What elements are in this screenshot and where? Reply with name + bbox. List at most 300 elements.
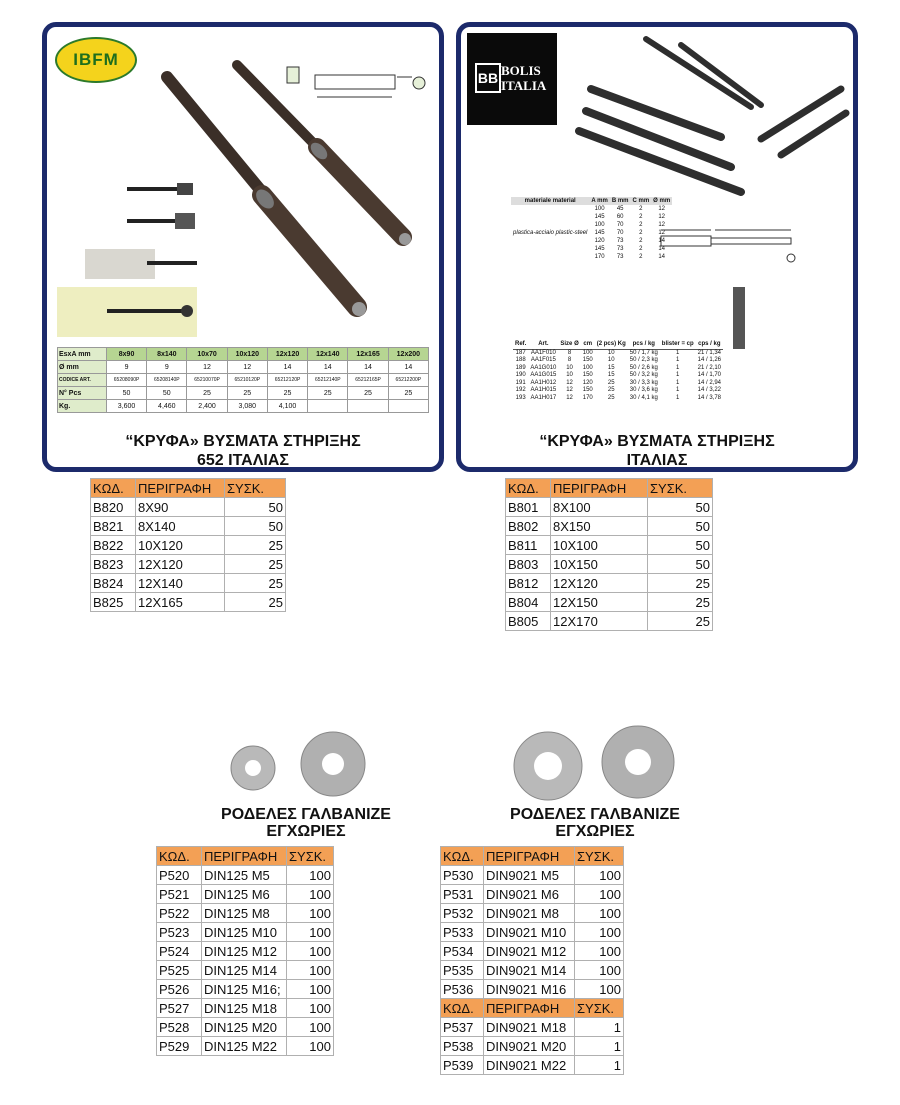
spec-cell: 50 xyxy=(147,387,187,400)
table-header-cell: ΣΥΣΚ. xyxy=(575,847,624,866)
ibfm-spec-table xyxy=(57,347,429,413)
table-cell: 25 xyxy=(225,574,286,593)
spec-cell: 65212120P xyxy=(267,374,307,387)
spec-cell: 25 xyxy=(348,387,388,400)
spec-cell: 8x90 xyxy=(106,348,146,361)
ref-cell: 190 xyxy=(515,372,526,378)
spec-cell: 100 xyxy=(594,222,605,228)
table-row xyxy=(506,536,713,555)
table-cell: DIN125 M16; xyxy=(202,980,287,999)
spec-row xyxy=(58,374,429,387)
table-header-row xyxy=(91,479,286,498)
spec-cell: 14 xyxy=(308,361,348,374)
panel-title-right xyxy=(461,432,853,470)
table-header-cell: ΚΩΔ. xyxy=(506,479,551,498)
spec-row xyxy=(58,361,429,374)
spec-cell: 65208090P xyxy=(106,374,146,387)
spec-cell: 2 xyxy=(639,230,643,236)
title-line: 652 ΙΤΑΛΙΑΣ xyxy=(197,452,289,469)
ref-cell: 12 xyxy=(566,394,573,401)
ref-cell: Ø xyxy=(574,341,579,347)
spec-cell: 60 xyxy=(616,214,624,220)
spec-cell: 73 xyxy=(616,254,624,260)
ref-cell: cm xyxy=(581,341,595,349)
bolis-material-table xyxy=(511,197,672,261)
ref-cell: 1 xyxy=(676,379,680,386)
spec-cell: 12x165 xyxy=(348,348,388,361)
ref-cell: 14 / 3,22 xyxy=(697,387,722,393)
table-cell: B803 xyxy=(506,555,551,574)
spec-cell: 65210120P xyxy=(227,374,267,387)
spec-cell: 14 xyxy=(388,361,428,374)
table-cell: B821 xyxy=(91,517,136,536)
spec-cell xyxy=(308,400,348,413)
spec-cell: 65208140P xyxy=(147,374,187,387)
table-cell: 100 xyxy=(287,885,334,904)
table-cell: P536 xyxy=(441,980,484,999)
spec-row xyxy=(511,221,672,229)
spec-cell: 12 xyxy=(658,206,666,212)
spec-row xyxy=(511,213,672,221)
spec-cell: 145 xyxy=(594,230,605,236)
ref-cell: 193 xyxy=(515,394,526,401)
table-cell: 100 xyxy=(575,866,624,885)
ref-cell: 30 / 3,6 kg xyxy=(629,387,658,393)
table-cell: B805 xyxy=(506,612,551,631)
ref-row xyxy=(513,387,723,395)
spec-cell: 12 xyxy=(227,361,267,374)
spec-header-row xyxy=(58,348,429,361)
spec-cell: 3,600 xyxy=(106,400,146,413)
spec-cell: 25 xyxy=(308,387,348,400)
anchor-product-image xyxy=(47,27,439,347)
ref-cell: 1 xyxy=(676,394,680,401)
ref-cell: Ref. xyxy=(515,341,527,347)
spec-cell: 120 xyxy=(594,238,605,244)
ref-row xyxy=(513,349,723,357)
table-cell: P525 xyxy=(157,961,202,980)
spec-cell xyxy=(388,400,428,413)
spec-cell xyxy=(511,221,589,229)
table-cell: DIN125 M8 xyxy=(202,904,287,923)
ref-cell: 1 xyxy=(676,349,680,356)
table-cell: B820 xyxy=(91,498,136,517)
ref-row xyxy=(513,365,723,373)
table-cell: P537 xyxy=(441,1018,484,1037)
table-header-cell: ΠΕΡΙΓΡΑΦΗ xyxy=(551,479,648,498)
table-header-row xyxy=(157,847,334,866)
spec-cell: 2 xyxy=(639,246,643,252)
table-cell: 25 xyxy=(648,612,713,631)
table-cell: P527 xyxy=(157,999,202,1018)
table-row xyxy=(441,1056,624,1075)
table-cell: 100 xyxy=(575,904,624,923)
spec-cell xyxy=(511,253,589,261)
table-header-cell: ΚΩΔ. xyxy=(441,999,484,1018)
spec-row xyxy=(58,400,429,413)
table-row xyxy=(157,980,334,999)
spec-cell: 14 xyxy=(658,246,666,252)
spec-cell: 2 xyxy=(639,238,643,244)
table-header-cell: ΣΥΣΚ. xyxy=(225,479,286,498)
ref-cell: 1 xyxy=(676,387,680,393)
ref-cell: 12 xyxy=(566,379,573,386)
spec-cell: 65210070P xyxy=(187,374,227,387)
table-row xyxy=(91,498,286,517)
table-row xyxy=(157,999,334,1018)
table-cell: P524 xyxy=(157,942,202,961)
table-header-cell: ΠΕΡΙΓΡΑΦΗ xyxy=(484,999,575,1018)
table-cell: B802 xyxy=(506,517,551,536)
ref-cell: AA1H017 xyxy=(530,394,557,401)
ref-cell: 150 xyxy=(582,387,593,393)
ref-cell: 21 / 1,34 xyxy=(697,349,722,356)
bolis-logo-mark: BB xyxy=(475,63,501,93)
table-row xyxy=(157,961,334,980)
spec-cell: 73 xyxy=(616,246,624,252)
table-header-cell: ΣΥΣΚ. xyxy=(648,479,713,498)
ref-cell: 15 xyxy=(607,364,615,371)
price-table-washers-din125 xyxy=(156,846,334,1056)
table-cell: 50 xyxy=(648,517,713,536)
spec-cell: 8x140 xyxy=(147,348,187,361)
table-cell: 12X140 xyxy=(136,574,225,593)
spec-cell: 25 xyxy=(388,387,428,400)
table-header-cell: ΠΕΡΙΓΡΑΦΗ xyxy=(484,847,575,866)
table-row xyxy=(157,1018,334,1037)
ref-cell: 1 xyxy=(676,364,680,371)
table-header-cell: ΣΥΣΚ. xyxy=(287,847,334,866)
ref-cell: 100 xyxy=(582,349,593,356)
spec-cell: 45 xyxy=(616,206,624,212)
spec-cell: 2 xyxy=(639,206,643,212)
blister-image xyxy=(729,287,749,349)
spec-cell: 25 xyxy=(267,387,307,400)
spec-row xyxy=(511,229,672,237)
ref-cell: pcs / kg xyxy=(628,341,660,349)
panel-title-left xyxy=(47,432,439,470)
table-cell: 100 xyxy=(287,1018,334,1037)
ref-row xyxy=(513,395,723,403)
title-line: ΙΤΑΛΙΑΣ xyxy=(626,452,688,469)
table-row xyxy=(157,885,334,904)
table-cell: P522 xyxy=(157,904,202,923)
spec-cell: 4,100 xyxy=(267,400,307,413)
table-cell: DIN125 M20 xyxy=(202,1018,287,1037)
table-cell: P520 xyxy=(157,866,202,885)
ref-cell: 21 / 2,10 xyxy=(697,364,722,371)
ref-cell: 50 / 2,3 kg xyxy=(629,357,658,363)
title-line: “ΚΡΥΦΑ» ΒΥΣΜΑΤΑ ΣΤΗΡΙΞΗΣ xyxy=(125,433,361,450)
table-cell: 50 xyxy=(225,498,286,517)
table-cell: P521 xyxy=(157,885,202,904)
title-line: ΡΟΔΕΛΕΣ ΓΑΛΒΑΝΙΖΕ xyxy=(510,806,680,823)
table-header-cell: ΚΩΔ. xyxy=(441,847,484,866)
ref-cell: AA1H012 xyxy=(530,379,557,386)
bolis-logo-text: ITALIA xyxy=(501,78,547,93)
table-row xyxy=(506,593,713,612)
table-row xyxy=(91,536,286,555)
table-cell: DIN125 M12 xyxy=(202,942,287,961)
table-header-cell: ΠΕΡΙΓΡΑΦΗ xyxy=(136,479,225,498)
ref-cell: 14 / 1,26 xyxy=(697,357,722,363)
table-cell: B823 xyxy=(91,555,136,574)
table-cell: P538 xyxy=(441,1037,484,1056)
ref-cell: 25 xyxy=(607,387,615,393)
table-cell: 10X150 xyxy=(551,555,648,574)
table-cell: DIN125 M10 xyxy=(202,923,287,942)
table-cell: P528 xyxy=(157,1018,202,1037)
ref-row xyxy=(513,380,723,388)
spec-cell: 14 xyxy=(267,361,307,374)
spec-cell xyxy=(511,237,589,245)
table-header-cell: ΚΩΔ. xyxy=(157,847,202,866)
spec-cell: CODICE ART. xyxy=(58,374,107,387)
table-row xyxy=(91,574,286,593)
table-cell: 8X100 xyxy=(551,498,648,517)
table-cell: P530 xyxy=(441,866,484,885)
ref-cell: 14 / 3,78 xyxy=(697,394,722,401)
ref-cell: 10 xyxy=(566,372,573,378)
table-cell: 50 xyxy=(648,536,713,555)
bolis-ref-table xyxy=(513,341,723,402)
spec-cell: Kg. xyxy=(58,400,107,413)
spec-cell: 14 xyxy=(658,254,666,260)
ibfm-product-panel xyxy=(42,22,444,472)
ref-cell: 10 xyxy=(607,349,615,356)
table-cell: DIN9021 M22 xyxy=(484,1056,575,1075)
anchor-rod-2 xyxy=(237,65,411,245)
table-cell: 100 xyxy=(287,980,334,999)
ref-cell: 30 / 4,1 kg xyxy=(629,394,658,401)
spec-cell: 14 xyxy=(348,361,388,374)
ref-cell: Art. xyxy=(528,341,558,349)
ref-cell: 50 / 1,7 kg xyxy=(629,349,658,356)
table-cell: DIN9021 M20 xyxy=(484,1037,575,1056)
table-cell: 12X170 xyxy=(551,612,648,631)
ref-cell: 14 / 1,70 xyxy=(697,372,722,378)
table-cell: 12X120 xyxy=(551,574,648,593)
ref-cell: 120 xyxy=(582,379,593,386)
table-cell: 100 xyxy=(287,866,334,885)
spec-cell: 4,460 xyxy=(147,400,187,413)
table-cell: 50 xyxy=(648,555,713,574)
ref-cell: 1 xyxy=(676,357,680,363)
table-cell: B811 xyxy=(506,536,551,555)
washer-image-right xyxy=(508,718,678,808)
table-header-row xyxy=(441,847,624,866)
table-row xyxy=(506,498,713,517)
spec-cell: 12 xyxy=(187,361,227,374)
price-table-washers-din9021 xyxy=(440,846,624,1075)
bolis-logo-text: BOLIS xyxy=(501,63,541,78)
spec-cell: 50 xyxy=(106,387,146,400)
table-cell: 50 xyxy=(648,498,713,517)
table-cell: 12X120 xyxy=(136,555,225,574)
ref-cell: 10 xyxy=(566,364,573,371)
table-cell: DIN125 M5 xyxy=(202,866,287,885)
table-row xyxy=(441,942,624,961)
ref-cell: 30 / 3,3 kg xyxy=(629,379,658,386)
ref-cell: blister = cp xyxy=(661,341,694,347)
bolis-product-panel xyxy=(456,22,858,472)
table-cell: 8X90 xyxy=(136,498,225,517)
table-cell: P535 xyxy=(441,961,484,980)
washers-title-left xyxy=(196,806,416,840)
spec-cell: 65212140P xyxy=(308,374,348,387)
table-header-row xyxy=(441,999,624,1018)
title-line: ΡΟΔΕΛΕΣ ΓΑΛΒΑΝΙΖΕ xyxy=(221,806,391,823)
table-cell: DIN9021 M18 xyxy=(484,1018,575,1037)
spec-cell: 65212165P xyxy=(348,374,388,387)
ref-cell: 150 xyxy=(582,372,593,378)
ref-cell: AA1G010 xyxy=(530,364,557,371)
spec-cell: 12x200 xyxy=(388,348,428,361)
table-row xyxy=(441,961,624,980)
spec-row xyxy=(511,205,672,213)
spec-cell: 9 xyxy=(147,361,187,374)
table-cell: 10X120 xyxy=(136,536,225,555)
spec-cell xyxy=(511,245,589,253)
table-cell: B824 xyxy=(91,574,136,593)
spec-cell: EsxA mm xyxy=(58,348,107,361)
table-cell: DIN125 M22 xyxy=(202,1037,287,1056)
spec-cell: 145 xyxy=(594,246,605,252)
price-table-bolis xyxy=(505,478,713,631)
spec-cell: Ø mm xyxy=(58,361,107,374)
spec-row xyxy=(511,237,672,245)
table-row xyxy=(441,1037,624,1056)
spec-cell: Ø mm xyxy=(653,198,671,204)
ref-cell: 10 xyxy=(607,357,615,363)
table-row xyxy=(441,866,624,885)
anchor-rod-1 xyxy=(167,77,366,316)
table-cell: B825 xyxy=(91,593,136,612)
table-cell: P532 xyxy=(441,904,484,923)
spec-cell: 145 xyxy=(594,214,605,220)
ref-cell: 15 xyxy=(607,372,615,378)
ref-cell: 25 xyxy=(607,394,615,401)
spec-cell: C mm xyxy=(632,198,650,204)
table-cell: DIN9021 M6 xyxy=(484,885,575,904)
ref-cell: 8 xyxy=(567,357,572,363)
table-row xyxy=(91,593,286,612)
spec-cell: 2 xyxy=(639,214,643,220)
spec-cell: A mm xyxy=(591,198,608,204)
table-cell: 25 xyxy=(648,574,713,593)
washers-title-right xyxy=(485,806,705,840)
table-cell: 100 xyxy=(575,885,624,904)
table-row xyxy=(441,980,624,999)
spec-cell: 2 xyxy=(639,254,643,260)
table-cell: P534 xyxy=(441,942,484,961)
spec-cell: 73 xyxy=(616,238,624,244)
ref-cell: 50 / 2,6 kg xyxy=(629,364,658,371)
spec-cell: 3,080 xyxy=(227,400,267,413)
table-cell: DIN9021 M5 xyxy=(484,866,575,885)
ibfm-logo: IBFM xyxy=(55,37,137,83)
table-row xyxy=(506,517,713,536)
ref-cell: 50 / 3,2 kg xyxy=(629,372,658,378)
spec-cell: 12 xyxy=(658,222,666,228)
spec-cell: 2,400 xyxy=(187,400,227,413)
spec-cell: 12x140 xyxy=(308,348,348,361)
table-cell: B801 xyxy=(506,498,551,517)
table-header-cell: ΣΥΣΚ. xyxy=(575,999,624,1018)
table-cell: P526 xyxy=(157,980,202,999)
spec-cell: 9 xyxy=(106,361,146,374)
table-cell: 8X150 xyxy=(551,517,648,536)
spec-cell: 100 xyxy=(594,206,605,212)
table-cell: 8X140 xyxy=(136,517,225,536)
spec-cell: 65212200P xyxy=(388,374,428,387)
spec-cell: 70 xyxy=(616,230,624,236)
ref-cell: 1 xyxy=(676,372,680,378)
table-cell: DIN125 M14 xyxy=(202,961,287,980)
spec-cell: 2 xyxy=(639,222,643,228)
ref-cell xyxy=(558,341,580,349)
spec-cell: materiale material xyxy=(511,197,589,205)
ref-cell: AA1F010 xyxy=(530,349,556,356)
spec-cell: 25 xyxy=(187,387,227,400)
table-cell: DIN125 M6 xyxy=(202,885,287,904)
spec-cell: 10x120 xyxy=(227,348,267,361)
table-cell: 25 xyxy=(225,593,286,612)
ref-cell: 12 xyxy=(566,387,573,393)
ref-row xyxy=(513,357,723,365)
table-cell: 100 xyxy=(287,1037,334,1056)
ref-cell: 150 xyxy=(582,357,593,363)
table-cell: 100 xyxy=(287,904,334,923)
spec-cell: N° Pcs xyxy=(58,387,107,400)
table-cell: P523 xyxy=(157,923,202,942)
spec-cell: 12 xyxy=(658,230,666,236)
table-cell: B822 xyxy=(91,536,136,555)
title-line: “ΚΡΥΦΑ» ΒΥΣΜΑΤΑ ΣΤΗΡΙΞΗΣ xyxy=(539,433,775,450)
table-cell: DIN9021 M14 xyxy=(484,961,575,980)
table-header-cell: ΚΩΔ. xyxy=(91,479,136,498)
ref-cell: 14 / 2,94 xyxy=(697,379,722,386)
dimension-drawing xyxy=(287,67,425,97)
ref-cell: AA1G015 xyxy=(530,372,557,378)
table-cell: 1 xyxy=(575,1056,624,1075)
spec-row xyxy=(511,245,672,253)
ref-cell: 187 xyxy=(515,349,526,356)
installation-steps xyxy=(57,183,197,337)
table-cell: 12X150 xyxy=(551,593,648,612)
table-cell: 100 xyxy=(287,942,334,961)
table-cell: 25 xyxy=(225,555,286,574)
bolis-dimension-drawing xyxy=(651,222,801,272)
title-line: ΕΓΧΩΡΙΕΣ xyxy=(555,823,635,840)
spec-cell: plastica-acciaio plastic-steel xyxy=(513,230,588,236)
ref-cell: AA1F015 xyxy=(530,357,556,363)
table-cell: 25 xyxy=(225,536,286,555)
ref-cell: cps / kg xyxy=(696,341,723,349)
table-cell: P533 xyxy=(441,923,484,942)
table-cell: B804 xyxy=(506,593,551,612)
ref-cell: 188 xyxy=(515,357,526,363)
table-cell: 100 xyxy=(575,961,624,980)
table-row xyxy=(441,923,624,942)
table-cell: B812 xyxy=(506,574,551,593)
table-cell: 100 xyxy=(287,999,334,1018)
table-cell: 1 xyxy=(575,1037,624,1056)
anchor-product-image xyxy=(461,27,853,197)
table-row xyxy=(506,574,713,593)
table-cell: 100 xyxy=(575,980,624,999)
price-table-ibfm xyxy=(90,478,286,612)
